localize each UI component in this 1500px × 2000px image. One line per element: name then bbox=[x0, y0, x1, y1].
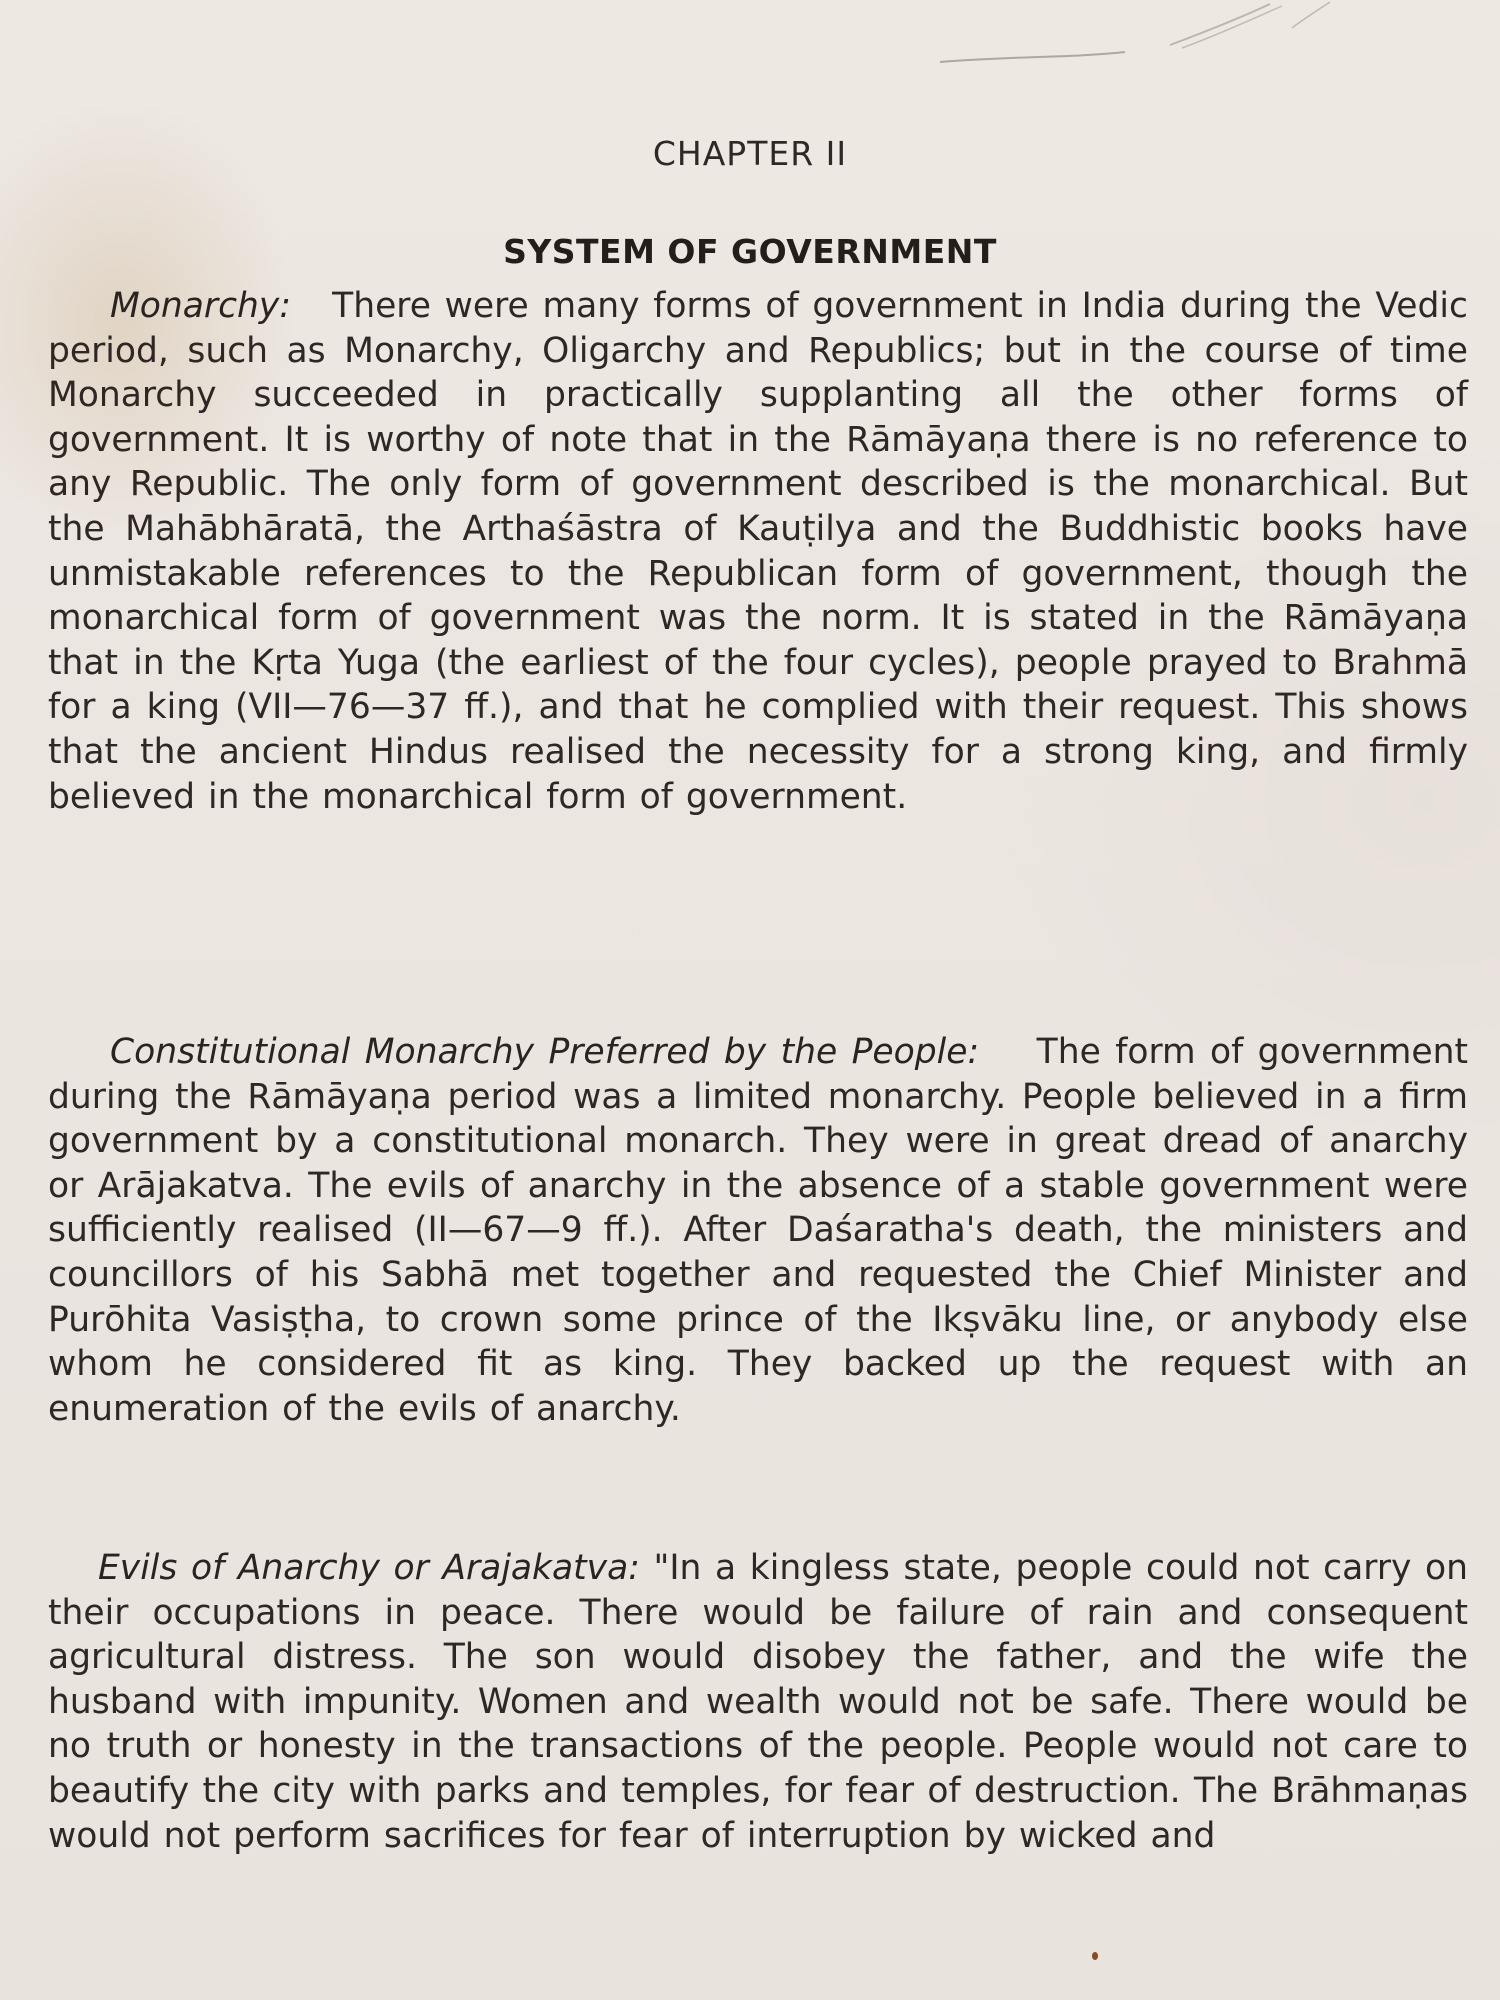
chapter-label: CHAPTER II bbox=[652, 134, 848, 173]
paragraph-heading: Constitutional Monarchy Preferred by the People: bbox=[110, 1032, 980, 1072]
paragraph-text: The form of government during the Rāmāyaṇa period was a limited monarchy. People believed in a firm government by a constitutional monarch. They were in great dread of anarchy or Arājakatva. The evils of anarchy in the absence of a stable government were sufficiently realised (II—67—9 ff.). After Daśaratha's death, the ministers and councillors of his Sabhā met together and requested the Chief Minister and Purōhita Vasiṣṭha, to crown some prince of the Ikṣvāku line, or anybody else whom he considered fit as king. They backed up the request with an enumeration of the evils of anarchy. bbox=[48, 1032, 1468, 1429]
paragraph-heading: Evils of Anarchy or Arajakatva: bbox=[98, 1548, 640, 1588]
paragraph-text: "In a kingless state, people could not carry on their occupations in peace. There would be failure of rain and consequent agricultural distress. The son would disobey the father, and the wife the husband with impunity. Women and wealth would not be safe. There would be no truth or honesty in the transactions of the people. People would not care to beautify the city with parks and temples, for fear of destruction. The Brāhmaṇas would not perform sacrifices for fear of interruption by wicked and bbox=[48, 1548, 1469, 1856]
ink-spot bbox=[1092, 1952, 1098, 1960]
paragraph-constitutional-monarchy bbox=[48, 1030, 1468, 1431]
paragraph-monarchy bbox=[48, 284, 1468, 819]
paragraph-text: There were many forms of government in India during the Vedic period, such as Monarchy, Oligarchy and Republics; but in the course of time Monarchy succeeded in practically supplanting all the other forms of government. It is worthy of note that in the Rāmāyaṇa there is no reference to any Republic. The only form of government described is the monarchical. But the Mahābhāratā, the Arthaśāstra of Kauṭilya and the Buddhistic books have unmistakable references to the Republican form of government, though the monarchical form of government was the norm. It is stated in the Rāmāyaṇa that in the Kṛta Yuga (the earliest of the four cycles), people prayed to Brahmā for a king (VII—76—37 ff.), and that he complied with their request. This shows that the ancient Hindus realised the necessity for a strong king, and firmly believed in the monarchical form of government. bbox=[48, 286, 1468, 817]
pencil-scribble-mark bbox=[920, 0, 1340, 90]
paragraph-heading: Monarchy: bbox=[110, 286, 291, 326]
section-title: SYSTEM OF GOVERNMENT bbox=[503, 232, 997, 271]
paragraph-evils-of-anarchy bbox=[48, 1546, 1468, 1858]
